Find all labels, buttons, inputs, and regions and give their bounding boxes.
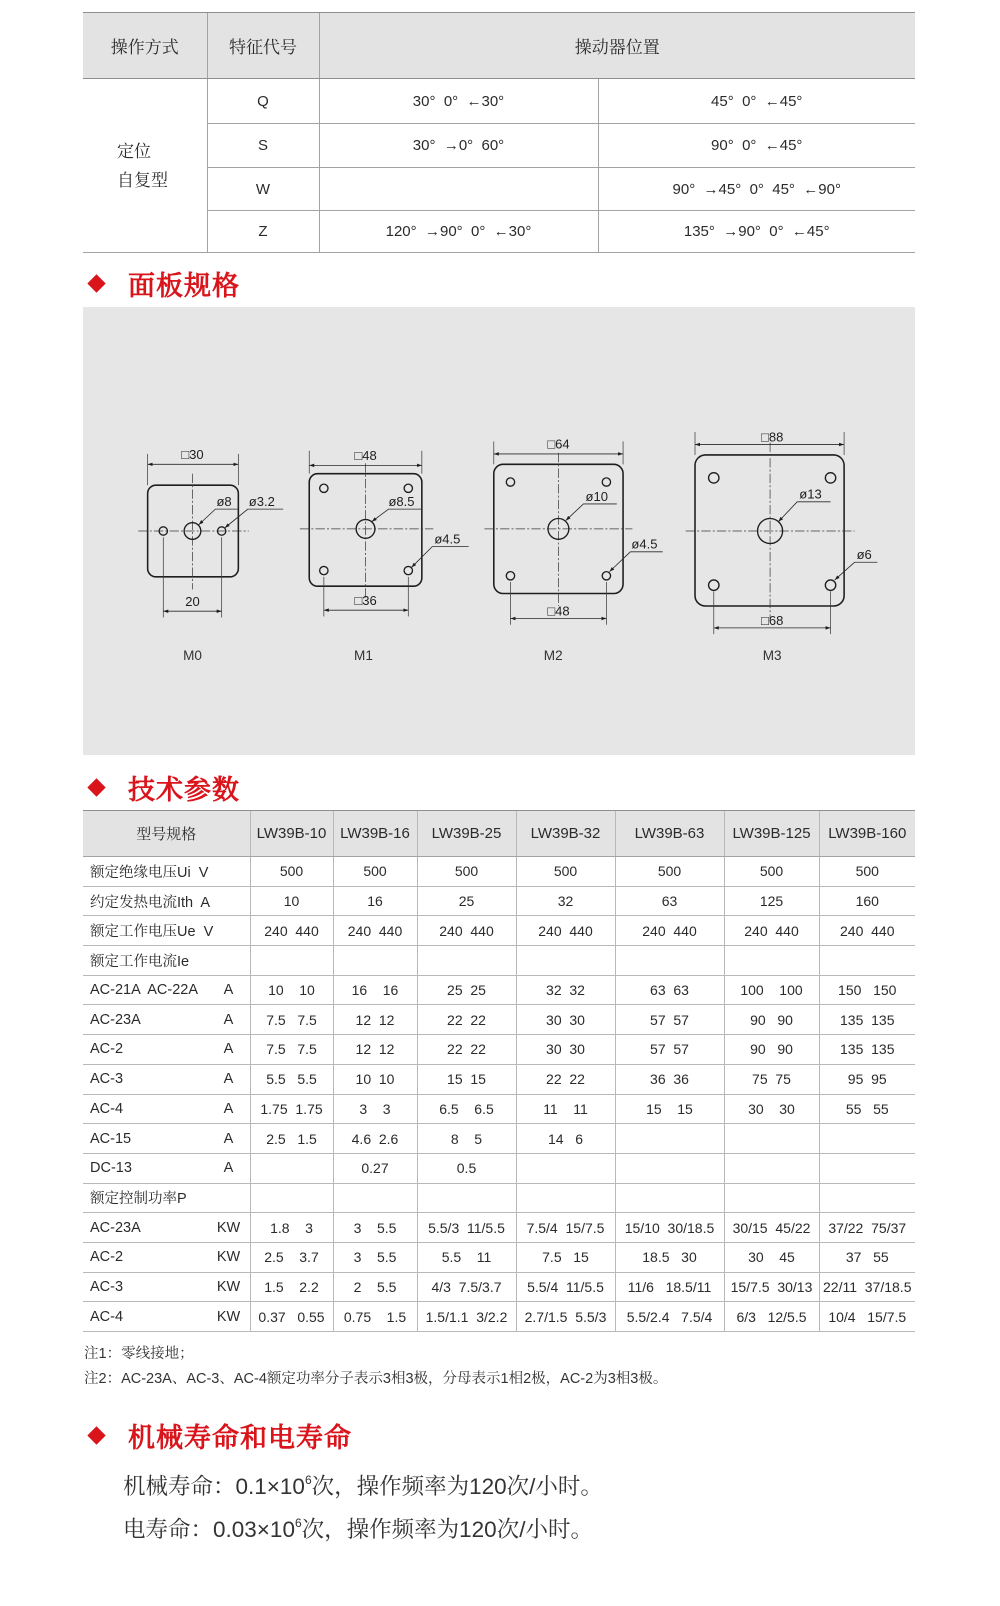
- mount-hole: [709, 580, 719, 590]
- spec-value: 6.5 6.5: [417, 1094, 516, 1124]
- dimension-label-mount-hole: ø4.5: [631, 536, 658, 552]
- leader-line: [372, 509, 422, 522]
- spec-label-wrap: [90, 1309, 250, 1325]
- section-title: 技术参数: [128, 774, 240, 806]
- spec-value: 12 12: [333, 1005, 417, 1035]
- diamond-bullet-icon: [87, 778, 105, 796]
- spec-label-cell: [83, 916, 250, 946]
- panel-m2-diagram: [484, 437, 662, 663]
- panel-model-label: M0: [183, 648, 202, 664]
- dimension-label-hole: ø10: [585, 488, 608, 504]
- spec-label-cell: [83, 1302, 250, 1332]
- spec-value: [250, 1183, 333, 1213]
- spec-value: 22 22: [516, 1064, 615, 1094]
- spec-value: [615, 1153, 724, 1183]
- header-model: LW39B-125: [724, 811, 819, 857]
- dimension-label-hole: ø8.5: [388, 493, 415, 509]
- spec-label-wrap: [90, 920, 250, 941]
- spec-value: [819, 1183, 915, 1213]
- spec-unit: A: [223, 1160, 234, 1177]
- table-row: [83, 168, 915, 211]
- mount-hole: [506, 478, 514, 486]
- spec-unit: A: [223, 1011, 234, 1028]
- mode-label-positioning: 定位: [117, 141, 151, 161]
- spec-label-cell: [83, 1124, 250, 1154]
- header-model: LW39B-32: [516, 811, 615, 857]
- mount-hole: [602, 572, 610, 580]
- feature-code-cell: Q: [207, 79, 319, 124]
- leader-line: [566, 504, 617, 521]
- mount-hole: [602, 478, 610, 486]
- section-title: 面板规格: [128, 270, 240, 302]
- spec-value: 0.5: [417, 1153, 516, 1183]
- spec-value: [819, 1153, 915, 1183]
- spec-label: 额定工作电压Ue V: [90, 924, 214, 941]
- spec-value: 15 15: [615, 1094, 724, 1124]
- spec-value: [615, 1183, 724, 1213]
- spec-value: 25 25: [417, 975, 516, 1005]
- spec-label: 额定绝缘电压Ui V: [90, 864, 209, 881]
- spec-value: 22 22: [417, 1005, 516, 1035]
- dimension-label-mount-hole: ø4.5: [434, 531, 461, 547]
- spec-row: [83, 1094, 915, 1124]
- dimension-label-spacing: □36: [354, 592, 377, 608]
- spec-value: 1.5/1.1 3/2.2: [417, 1302, 516, 1332]
- spec-label: 约定发热电流Ith A: [90, 894, 211, 911]
- spec-value: 11/6 18.5/11: [615, 1272, 724, 1302]
- spec-value: 95 95: [819, 1064, 915, 1094]
- spec-value: 2.7/1.5 5.5/3: [516, 1302, 615, 1332]
- spec-value: 5.5 5.5: [250, 1064, 333, 1094]
- spec-label-wrap: [90, 861, 250, 882]
- section-heading-life: [90, 1418, 352, 1452]
- spec-value: 1.8 3: [250, 1213, 333, 1243]
- table-header-row: [83, 811, 915, 857]
- spec-value: 240 440: [819, 916, 915, 946]
- spec-label: DC-13: [90, 1160, 132, 1177]
- spec-value: 500: [417, 857, 516, 887]
- spec-label-wrap: [90, 1071, 250, 1087]
- spec-label-wrap: [90, 1279, 250, 1295]
- panel-model-label: M1: [354, 648, 373, 664]
- spec-value: [417, 946, 516, 976]
- spec-value: 5.5/3 11/5.5: [417, 1213, 516, 1243]
- position-cell-b: 90° →45° 0° 45° ←90°: [598, 168, 915, 211]
- leader-line: [411, 547, 468, 568]
- spec-value: 500: [819, 857, 915, 887]
- spec-value: 240 440: [516, 916, 615, 946]
- spec-value: 30/15 45/22: [724, 1213, 819, 1243]
- header-model-spec: 型号规格: [83, 811, 250, 857]
- spec-label-wrap: [90, 950, 250, 971]
- technical-parameters-body: [83, 857, 915, 1332]
- spec-row: [83, 1124, 915, 1154]
- position-cell-a: 30° →0° 60°: [319, 124, 598, 168]
- leader-line: [225, 509, 283, 528]
- spec-unit: A: [223, 1100, 234, 1117]
- spec-value: 5.5 11: [417, 1242, 516, 1272]
- spec-row: [83, 916, 915, 946]
- spec-value: 240 440: [333, 916, 417, 946]
- position-cell-a: 120° →90° 0° ←30°: [319, 211, 598, 253]
- spec-label-cell: [83, 1213, 250, 1243]
- spec-value: 240 440: [724, 916, 819, 946]
- dimension-label-square: □64: [547, 436, 570, 452]
- spec-value: 55 55: [819, 1094, 915, 1124]
- spec-label: AC-15: [90, 1130, 132, 1147]
- spec-row: [83, 1242, 915, 1272]
- life-text: 机械寿命：0.1×10: [123, 1474, 305, 1499]
- spec-unit: KW: [216, 1219, 241, 1236]
- spec-value: 2.5 1.5: [250, 1124, 333, 1154]
- spec-value: 18.5 30: [615, 1242, 724, 1272]
- header-model: LW39B-10: [250, 811, 333, 857]
- feature-code-cell: S: [207, 124, 319, 168]
- spec-value: 30 45: [724, 1242, 819, 1272]
- diamond-bullet-icon: [87, 1426, 105, 1444]
- spec-value: 30 30: [516, 1035, 615, 1065]
- spec-value: 500: [724, 857, 819, 887]
- spec-label-cell: [83, 1064, 250, 1094]
- header-feature-code: 特征代号: [207, 13, 319, 79]
- spec-value: 22/11 37/18.5: [819, 1272, 915, 1302]
- spec-label-cell: [83, 857, 250, 887]
- spec-value: [516, 1153, 615, 1183]
- dimension-label-spacing: □48: [547, 603, 570, 619]
- spec-value: 500: [333, 857, 417, 887]
- spec-value: 15 15: [417, 1064, 516, 1094]
- spec-row: [83, 857, 915, 887]
- panel-m1-diagram: [300, 448, 469, 663]
- spec-value: [250, 1153, 333, 1183]
- spec-value: 240 440: [250, 916, 333, 946]
- spec-value: 0.37 0.55: [250, 1302, 333, 1332]
- spec-label-cell: [83, 1242, 250, 1272]
- dimension-label-square: □88: [760, 429, 784, 445]
- feature-code-cell: W: [207, 168, 319, 211]
- dimension-label-spacing: □68: [760, 612, 784, 628]
- spec-value: 10 10: [333, 1064, 417, 1094]
- mount-hole: [825, 580, 835, 590]
- spec-value: 3 5.5: [333, 1213, 417, 1243]
- spec-row: [83, 1302, 915, 1332]
- spec-value: 57 57: [615, 1035, 724, 1065]
- header-actuator-position: 操动器位置: [319, 13, 915, 79]
- life-text: 次，操作频率为120次/小时。: [301, 1517, 593, 1542]
- spec-value: 7.5/4 15/7.5: [516, 1213, 615, 1243]
- spec-label-cell: [83, 975, 250, 1005]
- spec-label: 额定工作电流Ie: [90, 953, 190, 970]
- spec-value: 10/4 15/7.5: [819, 1302, 915, 1332]
- spec-value: 32 32: [516, 975, 615, 1005]
- spec-value: 125: [724, 886, 819, 916]
- position-cell-b: 135° →90° 0° ←45°: [598, 211, 915, 253]
- spec-value: 14 6: [516, 1124, 615, 1154]
- spec-label-cell: [83, 1183, 250, 1213]
- mount-hole: [404, 484, 412, 492]
- spec-value: 22 22: [417, 1035, 516, 1065]
- spec-value: 2.5 3.7: [250, 1242, 333, 1272]
- spec-value: 36 36: [615, 1064, 724, 1094]
- diamond-bullet-icon: [87, 274, 105, 292]
- spec-label-cell: [83, 1153, 250, 1183]
- spec-value: 4.6 2.6: [333, 1124, 417, 1154]
- spec-value: 10 10: [250, 975, 333, 1005]
- spec-row: [83, 886, 915, 916]
- dimension-label-hole: ø8: [216, 493, 232, 509]
- spec-value: 90 90: [724, 1005, 819, 1035]
- dimension-label-square: □48: [354, 448, 377, 464]
- spec-value: 3 3: [333, 1094, 417, 1124]
- spec-value: 15/10 30/18.5: [615, 1213, 724, 1243]
- spec-label: AC-3: [90, 1071, 124, 1088]
- spec-value: 150 150: [819, 975, 915, 1005]
- spec-value: 3 5.5: [333, 1242, 417, 1272]
- mount-hole: [709, 473, 719, 483]
- spec-label-wrap: [90, 1101, 250, 1117]
- spec-value: [724, 946, 819, 976]
- spec-value: 30 30: [516, 1005, 615, 1035]
- table-row: [83, 124, 915, 168]
- spec-value: 135 135: [819, 1035, 915, 1065]
- spec-value: 12 12: [333, 1035, 417, 1065]
- header-model: LW39B-63: [615, 811, 724, 857]
- leader-line: [778, 502, 830, 522]
- spec-value: 16: [333, 886, 417, 916]
- spec-row: [83, 946, 915, 976]
- feature-code-cell: Z: [207, 211, 319, 253]
- spec-value: [819, 1124, 915, 1154]
- spec-label-wrap: [90, 1249, 250, 1265]
- spec-label-wrap: [90, 1220, 250, 1236]
- spec-label: AC-23A: [90, 1011, 141, 1028]
- spec-value: 6/3 12/5.5: [724, 1302, 819, 1332]
- dimension-label-mount-hole: ø3.2: [248, 493, 275, 509]
- spec-label-cell: [83, 1035, 250, 1065]
- leader-line: [610, 552, 663, 572]
- spec-unit: A: [223, 1130, 234, 1147]
- spec-row: [83, 1035, 915, 1065]
- spec-label-wrap: [90, 1012, 250, 1028]
- spec-label-cell: [83, 886, 250, 916]
- spec-row: [83, 1213, 915, 1243]
- spec-label: AC-2: [90, 1249, 124, 1266]
- spec-value: 0.75 1.5: [333, 1302, 417, 1332]
- technical-parameters-table: [83, 810, 915, 1332]
- spec-value: [333, 1183, 417, 1213]
- spec-label: 额定控制功率P: [90, 1191, 187, 1208]
- mount-hole: [506, 572, 514, 580]
- spec-label-cell: [83, 1094, 250, 1124]
- spec-value: 63 63: [615, 975, 724, 1005]
- spec-value: 4/3 7.5/3.7: [417, 1272, 516, 1302]
- spec-value: [724, 1153, 819, 1183]
- spec-label-wrap: [90, 1160, 250, 1176]
- spec-row: [83, 1064, 915, 1094]
- position-cell-a: [319, 168, 598, 211]
- spec-value: 500: [250, 857, 333, 887]
- spec-value: 25: [417, 886, 516, 916]
- spec-value: 32: [516, 886, 615, 916]
- note-1: 注1：零线接地；: [84, 1346, 194, 1362]
- dimension-label-hole: ø13: [799, 486, 822, 502]
- exponent: 6: [304, 1473, 312, 1488]
- header-operation-mode: 操作方式: [83, 13, 207, 79]
- spec-value: 37/22 75/37: [819, 1213, 915, 1243]
- spec-label: AC-3: [90, 1278, 124, 1295]
- spec-row: [83, 1272, 915, 1302]
- spec-value: 5.5/4 11/5.5: [516, 1272, 615, 1302]
- spec-value: 37 55: [819, 1242, 915, 1272]
- panel-model-label: M2: [543, 648, 563, 664]
- spec-value: [250, 946, 333, 976]
- section-title: 机械寿命和电寿命: [128, 1422, 352, 1454]
- spec-row: [83, 1153, 915, 1183]
- spec-value: 30 30: [724, 1094, 819, 1124]
- spec-value: [615, 946, 724, 976]
- leader-line: [199, 509, 239, 525]
- spec-value: 11 11: [516, 1094, 615, 1124]
- spec-value: [516, 1183, 615, 1213]
- leader-line: [835, 562, 878, 580]
- spec-unit: A: [223, 982, 234, 999]
- panel-outline: [695, 455, 844, 606]
- spec-value: 240 440: [615, 916, 724, 946]
- table-header-row: [83, 13, 915, 79]
- spec-value: 7.5 7.5: [250, 1005, 333, 1035]
- spec-value: 135 135: [819, 1005, 915, 1035]
- notes: [84, 1342, 667, 1392]
- spec-value: 7.5 15: [516, 1242, 615, 1272]
- spec-label-cell: [83, 946, 250, 976]
- spec-value: 16 16: [333, 975, 417, 1005]
- spec-label: AC-23A: [90, 1219, 141, 1236]
- spec-value: [724, 1124, 819, 1154]
- spec-value: 500: [615, 857, 724, 887]
- dimension-label-mount-hole: ø6: [856, 547, 872, 563]
- spec-value: 10: [250, 886, 333, 916]
- position-cell-a: 30° 0° ←30°: [319, 79, 598, 124]
- mode-label-self-reset: 自复型: [117, 170, 168, 190]
- spec-label: AC-2: [90, 1041, 124, 1058]
- panel-model-label: M3: [762, 648, 782, 664]
- spec-value: 5.5/2.4 7.5/4: [615, 1302, 724, 1332]
- position-cell-b: 90° 0° ←45°: [598, 124, 915, 168]
- spec-value: [417, 1183, 516, 1213]
- dimension-label-square: □30: [181, 447, 204, 463]
- spec-row: [83, 1183, 915, 1213]
- spec-value: 75 75: [724, 1064, 819, 1094]
- mechanical-life-line: [123, 1467, 603, 1510]
- spec-value: [516, 946, 615, 976]
- panel-m0-diagram: [138, 447, 283, 663]
- header-model: LW39B-160: [819, 811, 915, 857]
- spec-value: [615, 1124, 724, 1154]
- spec-value: 1.5 2.2: [250, 1272, 333, 1302]
- panel-m3-diagram: [686, 429, 878, 663]
- spec-value: 1.75 1.75: [250, 1094, 333, 1124]
- spec-unit: KW: [216, 1308, 241, 1325]
- table-row: [83, 79, 915, 124]
- spec-value: 500: [516, 857, 615, 887]
- life-text: 电寿命：0.03×10: [123, 1517, 295, 1542]
- spec-label: AC-4: [90, 1308, 124, 1325]
- spec-label: AC-4: [90, 1100, 124, 1117]
- section-heading-panel: [90, 266, 240, 300]
- spec-label-wrap: [90, 982, 250, 998]
- position-cell-b: 45° 0° ←45°: [598, 79, 915, 124]
- header-model: LW39B-16: [333, 811, 417, 857]
- operation-mode-cell: [83, 79, 207, 253]
- spec-unit: A: [223, 1071, 234, 1088]
- spec-row: [83, 1005, 915, 1035]
- spec-unit: KW: [216, 1278, 241, 1295]
- spec-value: 2 5.5: [333, 1272, 417, 1302]
- spec-value: 90 90: [724, 1035, 819, 1065]
- life-text: 次，操作频率为120次/小时。: [311, 1474, 603, 1499]
- mount-hole: [320, 484, 328, 492]
- spec-value: 63: [615, 886, 724, 916]
- spec-value: [724, 1183, 819, 1213]
- spec-label-wrap: [90, 891, 250, 912]
- spec-label-cell: [83, 1005, 250, 1035]
- spec-label-wrap: [90, 1131, 250, 1147]
- spec-unit: A: [223, 1041, 234, 1058]
- spec-value: 100 100: [724, 975, 819, 1005]
- spec-value: 160: [819, 886, 915, 916]
- spec-value: [819, 946, 915, 976]
- spec-label-wrap: [90, 1041, 250, 1057]
- spec-value: 0.27: [333, 1153, 417, 1183]
- spec-value: [333, 946, 417, 976]
- header-model: LW39B-25: [417, 811, 516, 857]
- spec-label-cell: [83, 1272, 250, 1302]
- life-specs: [123, 1467, 603, 1553]
- table-row: [83, 211, 915, 253]
- spec-unit: KW: [216, 1249, 241, 1266]
- mount-hole: [404, 566, 412, 574]
- spec-row: [83, 975, 915, 1005]
- exponent: 6: [294, 1516, 302, 1531]
- spec-label-wrap: [90, 1187, 250, 1208]
- panel-drawings: [83, 307, 915, 755]
- mount-hole: [320, 566, 328, 574]
- spec-value: 7.5 7.5: [250, 1035, 333, 1065]
- mount-hole: [825, 473, 835, 483]
- electrical-life-line: [123, 1510, 603, 1553]
- note-2: 注2：AC-23A、AC-3、AC-4额定功率分子表示3相3极，分母表示1相2极，AC-2为3相3极。: [84, 1371, 668, 1387]
- dimension-label-spacing: 20: [185, 594, 200, 610]
- section-heading-tech: [90, 770, 240, 804]
- operation-position-table: [83, 12, 915, 253]
- spec-value: 15/7.5 30/13: [724, 1272, 819, 1302]
- spec-value: 240 440: [417, 916, 516, 946]
- spec-value: 8 5: [417, 1124, 516, 1154]
- spec-value: 57 57: [615, 1005, 724, 1035]
- panel-drawings-svg: [83, 307, 915, 755]
- spec-label: AC-21A AC-22A: [90, 982, 198, 999]
